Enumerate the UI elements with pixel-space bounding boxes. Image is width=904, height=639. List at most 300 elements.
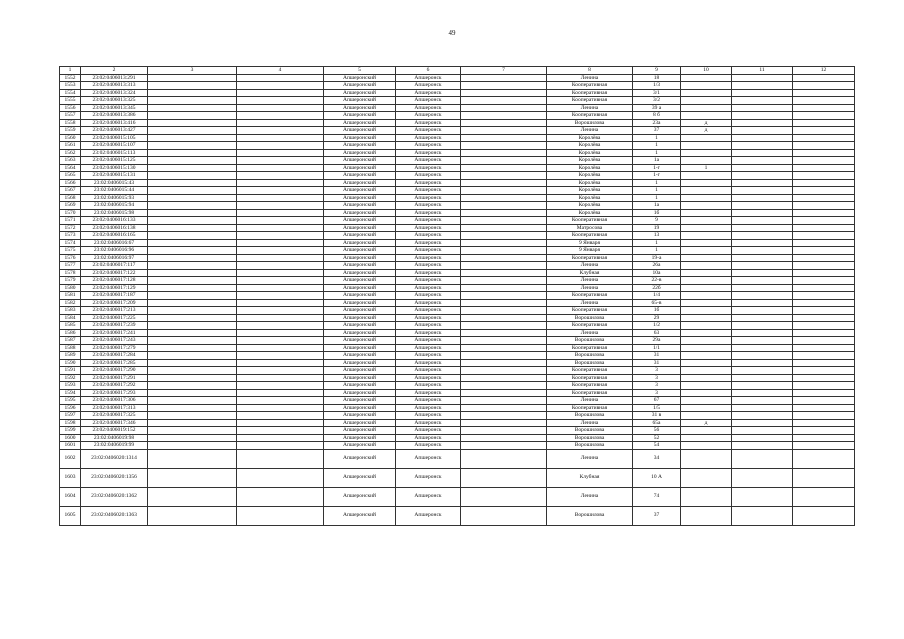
- table-cell: [732, 367, 793, 375]
- table-row: [60, 187, 855, 195]
- table-cell: Кооперативная: [547, 217, 633, 225]
- table-cell: 23:02:0406017:290: [81, 367, 148, 375]
- table-cell: 23:02:0406013:345: [81, 104, 148, 112]
- table-cell: Апшеронск: [396, 382, 461, 390]
- table-cell: Апшеронский: [324, 179, 396, 187]
- table-cell: 1574: [60, 239, 81, 247]
- table-cell: [732, 239, 793, 247]
- table-cell: 23:02:0406020:1363: [81, 506, 148, 525]
- table-cell: [681, 157, 732, 165]
- table-cell: [237, 194, 324, 202]
- table-cell: Апшеронск: [396, 374, 461, 382]
- table-cell: [461, 172, 547, 180]
- table-cell: 23:02:0406020:1314: [81, 449, 148, 468]
- column-header: 8: [547, 67, 633, 75]
- table-row: [60, 434, 855, 442]
- table-cell: [793, 329, 855, 337]
- table-cell: 1595: [60, 397, 81, 405]
- table-cell: Апшеронский: [324, 74, 396, 82]
- table-cell: 23:02:0406017:313: [81, 404, 148, 412]
- table-cell: [461, 359, 547, 367]
- table-cell: [681, 449, 732, 468]
- table-cell: [732, 404, 793, 412]
- table-row: [60, 112, 855, 120]
- table-cell: [681, 434, 732, 442]
- table-cell: Апшеронск: [396, 419, 461, 427]
- table-cell: 23:02:0406017:239: [81, 322, 148, 330]
- column-header: 12: [793, 67, 855, 75]
- table-cell: 23:02:0406015:131: [81, 172, 148, 180]
- table-cell: Апшеронск: [396, 224, 461, 232]
- table-cell: [148, 187, 237, 195]
- table-cell: Апшеронский: [324, 487, 396, 506]
- table-cell: Апшеронск: [396, 352, 461, 360]
- table-cell: Апшеронский: [324, 149, 396, 157]
- table-cell: 1577: [60, 262, 81, 270]
- table-cell: Ленина: [547, 329, 633, 337]
- table-cell: Апшеронск: [396, 232, 461, 240]
- table-cell: [793, 506, 855, 525]
- table-cell: [148, 149, 237, 157]
- table-cell: [148, 97, 237, 105]
- registry-table: [59, 66, 855, 526]
- table-cell: Апшеронский: [324, 127, 396, 135]
- table-cell: [461, 232, 547, 240]
- table-cell: Апшеронский: [324, 382, 396, 390]
- table-cell: [148, 209, 237, 217]
- table-cell: Ворошилова: [547, 337, 633, 345]
- table-cell: Апшеронск: [396, 329, 461, 337]
- table-cell: [461, 157, 547, 165]
- table-cell: [461, 89, 547, 97]
- table-cell: 1579: [60, 277, 81, 285]
- table-cell: [461, 187, 547, 195]
- table-cell: 1552: [60, 74, 81, 82]
- table-row: [60, 89, 855, 97]
- table-cell: Ленина: [547, 104, 633, 112]
- table-cell: 1573: [60, 232, 81, 240]
- table-cell: [461, 277, 547, 285]
- table-cell: 1578: [60, 269, 81, 277]
- table-cell: 1560: [60, 134, 81, 142]
- table-cell: 31 в: [633, 412, 681, 420]
- table-cell: [237, 277, 324, 285]
- table-cell: [793, 142, 855, 150]
- table-cell: Апшеронский: [324, 468, 396, 487]
- table-cell: Ворошилова: [547, 442, 633, 450]
- table-cell: 52: [633, 434, 681, 442]
- table-cell: [461, 427, 547, 435]
- table-cell: Апшеронск: [396, 487, 461, 506]
- table-cell: [237, 382, 324, 390]
- table-cell: [732, 149, 793, 157]
- table-cell: [461, 352, 547, 360]
- table-cell: [148, 329, 237, 337]
- table-cell: Апшеронский: [324, 187, 396, 195]
- table-cell: [732, 112, 793, 120]
- table-cell: Королёва: [547, 149, 633, 157]
- table-cell: Апшеронск: [396, 344, 461, 352]
- table-cell: [461, 404, 547, 412]
- table-cell: [148, 299, 237, 307]
- table-cell: [732, 427, 793, 435]
- table-cell: Апшеронский: [324, 82, 396, 90]
- column-header: 2: [81, 67, 148, 75]
- table-cell: Апшеронский: [324, 449, 396, 468]
- table-cell: Апшеронск: [396, 142, 461, 150]
- table-cell: 1-г: [633, 172, 681, 180]
- table-cell: [148, 82, 237, 90]
- table-cell: Кооперативная: [547, 404, 633, 412]
- table-cell: 23:02:0406017:346: [81, 419, 148, 427]
- table-cell: Апшеронск: [396, 134, 461, 142]
- table-cell: [461, 329, 547, 337]
- table-cell: [732, 209, 793, 217]
- table-cell: Апшеронский: [324, 412, 396, 420]
- table-cell: [148, 404, 237, 412]
- table-cell: [148, 277, 237, 285]
- table-cell: [148, 194, 237, 202]
- table-cell: [148, 172, 237, 180]
- table-cell: 1575: [60, 247, 81, 255]
- table-cell: 23:02:0406017:209: [81, 299, 148, 307]
- table-cell: Апшеронск: [396, 397, 461, 405]
- table-row: [60, 254, 855, 262]
- table-cell: [793, 382, 855, 390]
- table-cell: Ворошилова: [547, 119, 633, 127]
- table-cell: 1556: [60, 104, 81, 112]
- table-cell: [732, 299, 793, 307]
- table-cell: [732, 82, 793, 90]
- table-cell: 1599: [60, 427, 81, 435]
- table-cell: [732, 337, 793, 345]
- table-cell: Апшеронск: [396, 164, 461, 172]
- table-cell: [461, 202, 547, 210]
- table-row: [60, 269, 855, 277]
- table-cell: Апшеронск: [396, 89, 461, 97]
- table-cell: [793, 322, 855, 330]
- table-cell: 1585: [60, 322, 81, 330]
- table-cell: Ленина: [547, 284, 633, 292]
- table-cell: [237, 434, 324, 442]
- table-cell: Апшеронск: [396, 506, 461, 525]
- table-row: [60, 337, 855, 345]
- table-cell: [681, 202, 732, 210]
- table-cell: Апшеронский: [324, 104, 396, 112]
- table-cell: [237, 127, 324, 135]
- table-cell: 1-г: [633, 164, 681, 172]
- table-row: [60, 427, 855, 435]
- table-cell: д: [681, 419, 732, 427]
- table-cell: Кооперативная: [547, 344, 633, 352]
- table-cell: [148, 239, 237, 247]
- table-cell: [732, 97, 793, 105]
- table-cell: [793, 359, 855, 367]
- table-cell: 1603: [60, 468, 81, 487]
- table-cell: 23:02:0406017:129: [81, 284, 148, 292]
- table-cell: Апшеронск: [396, 82, 461, 90]
- table-cell: [461, 247, 547, 255]
- table-cell: Апшеронск: [396, 179, 461, 187]
- table-cell: [148, 262, 237, 270]
- table-cell: 23:02:0406015:93: [81, 194, 148, 202]
- table-cell: [148, 284, 237, 292]
- table-cell: [732, 352, 793, 360]
- table-cell: [793, 269, 855, 277]
- table-row: [60, 299, 855, 307]
- table-cell: [237, 284, 324, 292]
- table-cell: [681, 367, 732, 375]
- table-cell: [461, 314, 547, 322]
- table-cell: 1596: [60, 404, 81, 412]
- table-cell: Кооперативная: [547, 232, 633, 240]
- table-cell: 23:02:0406013:313: [81, 82, 148, 90]
- table-cell: [793, 232, 855, 240]
- table-cell: Апшеронский: [324, 217, 396, 225]
- table-cell: Апшеронск: [396, 217, 461, 225]
- table-cell: [732, 374, 793, 382]
- table-cell: 23:02:0406016:97: [81, 254, 148, 262]
- table-cell: [148, 434, 237, 442]
- table-cell: Апшеронск: [396, 442, 461, 450]
- table-cell: 1а: [633, 157, 681, 165]
- table-row: [60, 292, 855, 300]
- table-cell: Апшеронский: [324, 254, 396, 262]
- table-cell: 63: [633, 329, 681, 337]
- table-cell: 1590: [60, 359, 81, 367]
- table-cell: Апшеронский: [324, 344, 396, 352]
- table-cell: [793, 352, 855, 360]
- table-cell: Апшеронский: [324, 404, 396, 412]
- table-cell: 54: [633, 442, 681, 450]
- table-cell: [793, 134, 855, 142]
- table-cell: 23:02:0406019:99: [81, 442, 148, 450]
- table-row: [60, 97, 855, 105]
- table-cell: Апшеронск: [396, 119, 461, 127]
- table-cell: [732, 194, 793, 202]
- table-row: [60, 468, 855, 487]
- table-row: [60, 172, 855, 180]
- table-cell: [732, 284, 793, 292]
- table-cell: 23:02:0406017:306: [81, 397, 148, 405]
- table-cell: 1: [633, 149, 681, 157]
- table-cell: 19-а: [633, 254, 681, 262]
- table-cell: [732, 172, 793, 180]
- table-cell: 9 Января: [547, 239, 633, 247]
- table-cell: [237, 367, 324, 375]
- table-cell: [148, 367, 237, 375]
- table-cell: 67: [633, 397, 681, 405]
- table-cell: 1566: [60, 179, 81, 187]
- table-row: [60, 329, 855, 337]
- table-cell: Апшеронск: [396, 187, 461, 195]
- table-cell: [732, 187, 793, 195]
- table-cell: [461, 382, 547, 390]
- table-cell: 23:02:0406016:67: [81, 239, 148, 247]
- table-cell: [793, 442, 855, 450]
- table-cell: 1587: [60, 337, 81, 345]
- table-cell: Королёва: [547, 142, 633, 150]
- table-cell: [461, 412, 547, 420]
- table-cell: [793, 194, 855, 202]
- table-cell: 3: [633, 382, 681, 390]
- table-cell: 23:02:0406013:291: [81, 74, 148, 82]
- table-cell: [237, 172, 324, 180]
- table-cell: 1598: [60, 419, 81, 427]
- table-cell: Апшеронский: [324, 239, 396, 247]
- table-cell: 1557: [60, 112, 81, 120]
- table-cell: [237, 374, 324, 382]
- table-cell: Апшеронский: [324, 299, 396, 307]
- table-cell: 23:02:0406016:96: [81, 247, 148, 255]
- table-row: [60, 359, 855, 367]
- table-cell: [681, 172, 732, 180]
- table-cell: Апшеронск: [396, 104, 461, 112]
- table-cell: [681, 352, 732, 360]
- table-cell: [237, 119, 324, 127]
- table-cell: Апшеронский: [324, 322, 396, 330]
- table-cell: 1559: [60, 127, 81, 135]
- table-cell: [237, 239, 324, 247]
- table-cell: Кооперативная: [547, 292, 633, 300]
- table-cell: [681, 89, 732, 97]
- table-row: [60, 82, 855, 90]
- table-cell: [681, 217, 732, 225]
- table-cell: 3/1: [633, 89, 681, 97]
- table-cell: [732, 419, 793, 427]
- table-row: [60, 127, 855, 135]
- table-cell: [793, 314, 855, 322]
- table-cell: д: [681, 119, 732, 127]
- table-cell: [732, 254, 793, 262]
- table-cell: Апшеронск: [396, 172, 461, 180]
- table-cell: [461, 134, 547, 142]
- table-cell: Ленина: [547, 419, 633, 427]
- table-cell: 10 А: [633, 468, 681, 487]
- table-cell: 1б: [633, 209, 681, 217]
- table-cell: [681, 179, 732, 187]
- table-cell: [148, 412, 237, 420]
- table-cell: Апшеронск: [396, 157, 461, 165]
- table-cell: Апшеронский: [324, 284, 396, 292]
- table-cell: [732, 397, 793, 405]
- table-cell: [461, 337, 547, 345]
- table-row: [60, 232, 855, 240]
- table-cell: [148, 352, 237, 360]
- table-cell: [461, 209, 547, 217]
- table-cell: [148, 427, 237, 435]
- table-cell: [461, 194, 547, 202]
- table-cell: Кооперативная: [547, 322, 633, 330]
- table-cell: [148, 449, 237, 468]
- table-cell: Апшеронский: [324, 337, 396, 345]
- table-row: [60, 307, 855, 315]
- table-cell: [237, 292, 324, 300]
- table-cell: [461, 104, 547, 112]
- table-cell: [237, 247, 324, 255]
- table-row: [60, 74, 855, 82]
- table-cell: [237, 314, 324, 322]
- table-cell: Апшеронский: [324, 157, 396, 165]
- table-cell: [237, 74, 324, 82]
- table-cell: 23:02:0406017:117: [81, 262, 148, 270]
- column-header: 7: [461, 67, 547, 75]
- table-cell: [732, 127, 793, 135]
- table-cell: Апшеронский: [324, 397, 396, 405]
- table-cell: 1: [633, 179, 681, 187]
- table-cell: [148, 419, 237, 427]
- table-cell: Кооперативная: [547, 374, 633, 382]
- table-cell: Апшеронск: [396, 367, 461, 375]
- table-cell: [793, 74, 855, 82]
- table-cell: [681, 112, 732, 120]
- table-cell: 37: [633, 127, 681, 135]
- table-cell: 1558: [60, 119, 81, 127]
- table-cell: [148, 382, 237, 390]
- table-cell: [461, 164, 547, 172]
- table-cell: [148, 487, 237, 506]
- table-cell: [681, 284, 732, 292]
- table-cell: [237, 352, 324, 360]
- table-cell: 19: [633, 224, 681, 232]
- table-cell: Королёва: [547, 157, 633, 165]
- table-cell: [237, 209, 324, 217]
- table-cell: 1565: [60, 172, 81, 180]
- table-cell: [237, 344, 324, 352]
- table-cell: [237, 427, 324, 435]
- table-cell: [461, 367, 547, 375]
- table-cell: Апшеронский: [324, 506, 396, 525]
- table-cell: Апшеронский: [324, 269, 396, 277]
- table-cell: Апшеронск: [396, 127, 461, 135]
- table-cell: [237, 468, 324, 487]
- table-cell: [793, 164, 855, 172]
- table-cell: [461, 269, 547, 277]
- table-cell: [681, 307, 732, 315]
- table-cell: 3: [633, 389, 681, 397]
- column-header: 6: [396, 67, 461, 75]
- table-cell: 23:02:0406015:44: [81, 187, 148, 195]
- table-cell: 23:02:0406020:1362: [81, 487, 148, 506]
- table-cell: [681, 134, 732, 142]
- table-cell: 23:02:0406020:1356: [81, 468, 148, 487]
- table-cell: 1588: [60, 344, 81, 352]
- table-cell: 1/5: [633, 404, 681, 412]
- table-cell: [793, 262, 855, 270]
- table-cell: [732, 322, 793, 330]
- table-cell: 23:02:0406017:122: [81, 269, 148, 277]
- table-cell: [793, 299, 855, 307]
- table-cell: 23:02:0406017:243: [81, 337, 148, 345]
- table-cell: [732, 269, 793, 277]
- table-cell: [681, 74, 732, 82]
- table-cell: 31: [633, 352, 681, 360]
- table-cell: Апшеронский: [324, 202, 396, 210]
- table-cell: Апшеронск: [396, 149, 461, 157]
- table-cell: [237, 89, 324, 97]
- table-cell: Апшеронский: [324, 389, 396, 397]
- table-cell: [681, 382, 732, 390]
- table-cell: [793, 404, 855, 412]
- table-cell: [793, 389, 855, 397]
- table-row: [60, 284, 855, 292]
- table-cell: [732, 468, 793, 487]
- table-cell: Апшеронск: [396, 284, 461, 292]
- table-cell: [681, 292, 732, 300]
- table-cell: Апшеронск: [396, 74, 461, 82]
- table-cell: [461, 224, 547, 232]
- table-cell: [461, 506, 547, 525]
